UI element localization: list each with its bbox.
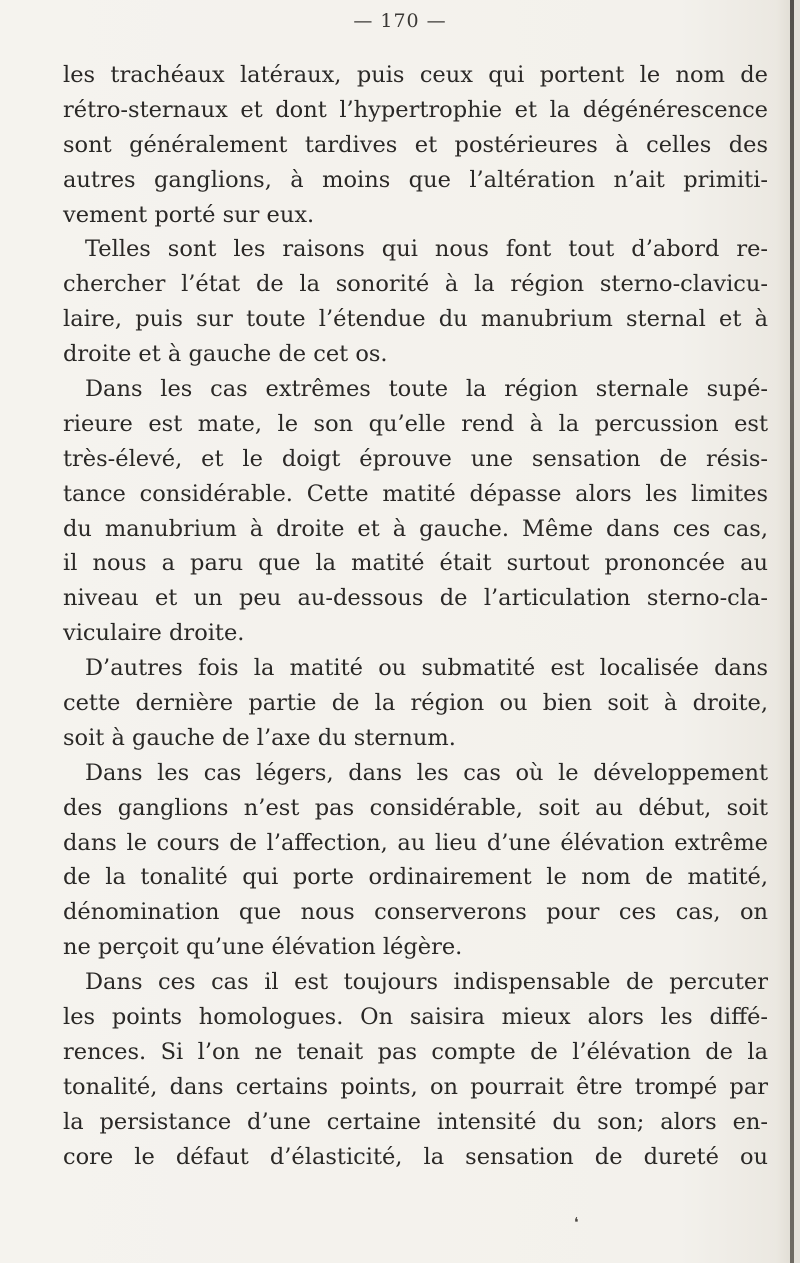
text-line: core le défaut d’élasticité, la sensation de dureté ou [63,1143,768,1170]
text-line: chercher l’état de la sonorité à la région sterno-clavicu- [63,271,768,298]
text-line: droite et à gauche de cet os. [63,341,388,368]
text-line: vement porté sur eux. [63,201,315,228]
text-line: très-élevé, et le doigt éprouve une sensation de résis- [63,445,768,472]
text-line: autres ganglions, à moins que l’altération n’ait primiti- [63,166,768,193]
text-line: viculaire droite. [63,620,245,647]
page-edge-shadow [790,0,794,1263]
text-line: niveau et un peu au-dessous de l’articulation sterno-cla- [63,585,768,612]
text-line: rétro-sternaux et dont l’hypertrophie et la dégénérescence [63,96,768,123]
text-line: tance considérable. Cette matité dépasse alors les limites [63,480,768,507]
page-number-header: — 170 — [353,10,447,32]
text-line: les points homologues. On saisira mieux alors les diffé- [63,1004,768,1031]
text-line: les trachéaux latéraux, puis ceux qui portent le nom de [63,62,768,88]
text-line: Dans ces cas il est toujours indispensable de percuter [85,969,768,996]
text-line: des ganglions n’est pas considérable, soit au début, soit [63,794,768,821]
text-line: Dans les cas extrêmes toute la région sternale supé- [85,376,768,403]
text-line: soit à gauche de l’axe du sternum. [63,724,456,751]
body-text [63,58,768,1175]
text-line: du manubrium à droite et à gauche. Même dans ces cas, [63,515,768,542]
text-line: tonalité, dans certains points, on pourrait être trompé par [63,1073,768,1100]
text-line: sont généralement tardives et postérieures à celles des [63,131,768,158]
text-line: il nous a paru que la matité était surtout prononcée au [63,550,768,577]
text-line: laire, puis sur toute l’étendue du manubrium sternal et à [63,306,768,333]
text-line: D’autres fois la matité ou submatité est localisée dans [85,655,768,682]
text-line: ne perçoit qu’une élévation légère. [63,934,463,961]
text-line: rences. Si l’on ne tenait pas compte de l’élévation de la [63,1038,768,1065]
text-line: cette dernière partie de la région ou bien soit à droite, [63,690,768,717]
text-line: dénomination que nous conserverons pour ces cas, on [63,899,768,926]
page-edge-margin [794,0,800,1263]
text-line: Telles sont les raisons qui nous font tout d’abord re- [85,236,768,263]
text-line: dans le cours de l’affection, au lieu d’une élévation extrême [63,829,768,856]
text-line: rieure est mate, le son qu’elle rend à la percussion est [63,410,768,437]
text-line: Dans les cas légers, dans les cas où le développement [85,759,768,786]
text-line: de la tonalité qui porte ordinairement le nom de matité, [63,864,768,891]
printer-mark: ❛ [574,1215,579,1231]
text-line: la persistance d’une certaine intensité du son; alors en- [63,1108,768,1135]
